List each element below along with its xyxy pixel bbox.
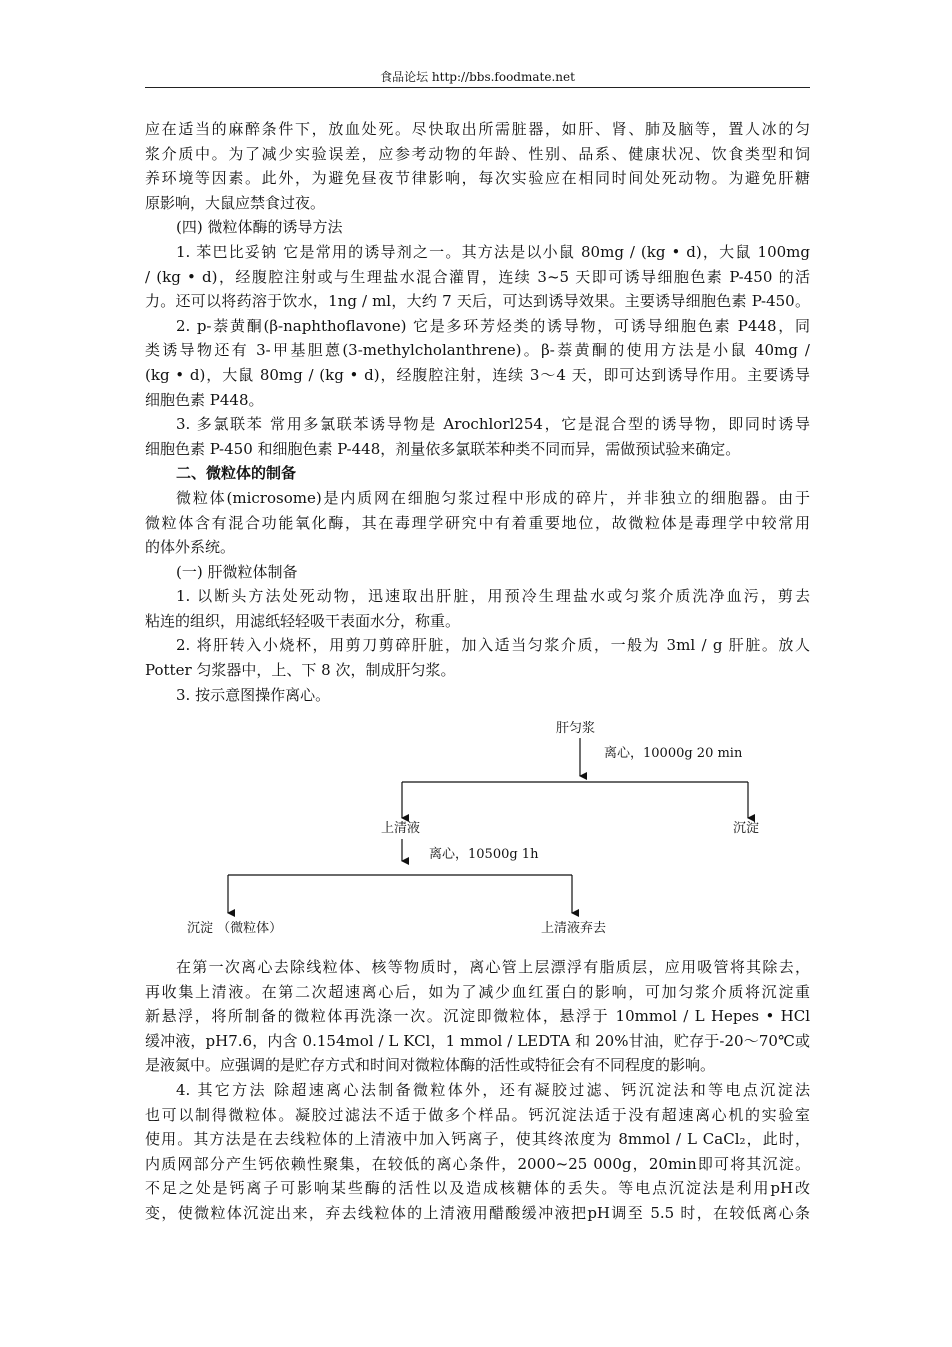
flow-node-microsome: 沉淀 （微粒体） (187, 921, 283, 936)
text-line: 力。还可以将药溶于饮水，1ng / ml，大约 7 天后，可达到诱导效果。主要诱导细胞色素 P-450。 (145, 292, 810, 311)
body-text-top (145, 117, 810, 707)
text-line: 4. 其它方法 除超速离心法制备微粒体外，还有凝胶过滤、钙沉淀法和等电点沉淀法 (176, 1080, 810, 1099)
text-line: 变，使微粒体沉淀出来，弃去线粒体的上清液用醋酸缓冲液把pH调至 5.5 时，在较低离心条 (145, 1203, 810, 1222)
text-line: 在第一次离心去除线粒体、核等物质时，离心管上层漂浮有脂质层，应用吸管将其除去， (176, 958, 810, 976)
text-line: 的体外系统。 (145, 538, 236, 557)
text-line: 类诱导物还有 3-甲基胆蒽(3-methylcholanthrene)。β-萘黄酮的使用方法是小鼠 40mg / (145, 341, 810, 360)
text-line: 养环境等因素。此外，为避免昼夜节律影响，每次实验应在相同时间处死动物。为避免肝糖 (145, 169, 810, 188)
flow-step-2: 离心，10500g 1h (429, 847, 539, 862)
text-line: 再收集上清液。在第二次超速离心后，如为了减少血红蛋白的影响，可加匀浆介质将沉淀重 (145, 982, 810, 1001)
flow-node-supernatant: 上清液 (381, 821, 421, 836)
text-line: (kg • d)，大鼠 80mg / (kg • d)，经腹腔注射，连续 3～4 天，即可达到诱导作用。主要诱导 (145, 365, 810, 384)
body-text-bottom (145, 955, 810, 1226)
text-line: 原影响，大鼠应禁食过夜。 (145, 193, 326, 212)
text-line: 应在适当的麻醉条件下，放血处死。尽快取出所需脏器，如肝、肾、肺及脑等，置人冰的匀 (145, 120, 810, 138)
flow-node-discard: 上清液弃去 (541, 921, 607, 936)
text-line: 1. 以断头方法处死动物，迅速取出肝脏，用预冷生理盐水或匀浆介质洗净血污，剪去 (176, 587, 810, 606)
text-line: Potter 匀浆器中，上、下 8 次，制成肝匀浆。 (145, 661, 456, 680)
text-line: 1. 苯巴比妥钠 它是常用的诱导剂之一。其方法是以小鼠 80mg / (kg • d)，大鼠 100mg (176, 242, 810, 261)
flow-node-sediment: 沉淀 (733, 821, 760, 836)
page-header: 食品论坛 http://bbs.foodmate.net (380, 70, 575, 84)
text-line: / (kg • d)，经腹腔注射或与生理盐水混合灌胃，连续 3~5 天即可诱导细胞色素 P-450 的活 (145, 267, 810, 286)
text-line: 3. 多氯联苯 常用多氯联苯诱导物是 Arochlorl254，它是混合型的诱导物，即同时诱导 (176, 415, 810, 434)
section-heading: (一) 肝微粒体制备 (176, 562, 298, 581)
text-line: 微粒体(microsome)是内质网在细胞匀浆过程中形成的碎片，并非独立的细胞器。由于 (176, 488, 810, 507)
text-line: 细胞色素 P448。 (145, 390, 264, 409)
centrifuge-flowchart (145, 718, 810, 950)
flow-step-1: 离心，10000g 20 min (604, 746, 743, 761)
text-line: 是液氮中。应强调的是贮存方式和时间对微粒体酶的活性或特征会有不同程度的影响。 (145, 1056, 716, 1075)
text-line: 2. p-萘黄酮(β-naphthoflavone) 它是多环芳烃类的诱导物，可诱导细胞色素 P448，同 (176, 316, 810, 335)
header-rule (145, 87, 810, 88)
text-line: 内质网部分产生钙依赖性聚集，在较低的离心条件，2000~25 000g，20min即可将其沉淀。 (145, 1154, 810, 1173)
text-line: 微粒体含有混合功能氧化酶，其在毒理学研究中有着重要地位，故微粒体是毒理学中较常用 (145, 513, 810, 532)
text-line: 不足之处是钙离子可影响某些酶的活性以及造成核糖体的丢失。等电点沉淀法是利用pH改 (145, 1179, 810, 1198)
flow-node-homogenate: 肝匀浆 (556, 721, 596, 736)
text-line: 缓冲液，pH7.6，内含 0.154mol / L KCl，1 mmol / LEDTA 和 20%甘油，贮存于-20～70℃或 (145, 1031, 810, 1050)
section-heading: 二、微粒体的制备 (176, 464, 297, 483)
text-line: 使用。其方法是在去线粒体的上清液中加入钙离子，使其终浓度为 8mmol / L CaCl₂，此时， (145, 1130, 810, 1149)
text-line: 浆介质中。为了减少实验误差，应参考动物的年龄、性别、品系、健康状况、饮食类型和饲 (145, 144, 810, 163)
text-line: 2. 将肝转入小烧杯，用剪刀剪碎肝脏，加入适当匀浆介质，一般为 3ml / g 肝脏。放人 (176, 636, 810, 655)
text-line: 新悬浮，将所制备的微粒体再洗涤一次。沉淀即微粒体，悬浮于 10mmol / L Hepes • HCl (145, 1007, 810, 1026)
section-heading: (四) 微粒体酶的诱导方法 (176, 218, 343, 237)
text-line: 也可以制得微粒体。凝胶过滤法不适于做多个样品。钙沉淀法适于没有超速离心机的实验室 (145, 1105, 810, 1124)
text-line: 3. 按示意图操作离心。 (176, 685, 331, 704)
text-line: 粘连的组织，用滤纸轻轻吸干表面水分，称重。 (145, 611, 461, 630)
text-line: 细胞色素 P-450 和细胞色素 P-448，剂量依多氯联苯种类不同而异，需做预试验来确定。 (145, 439, 741, 458)
